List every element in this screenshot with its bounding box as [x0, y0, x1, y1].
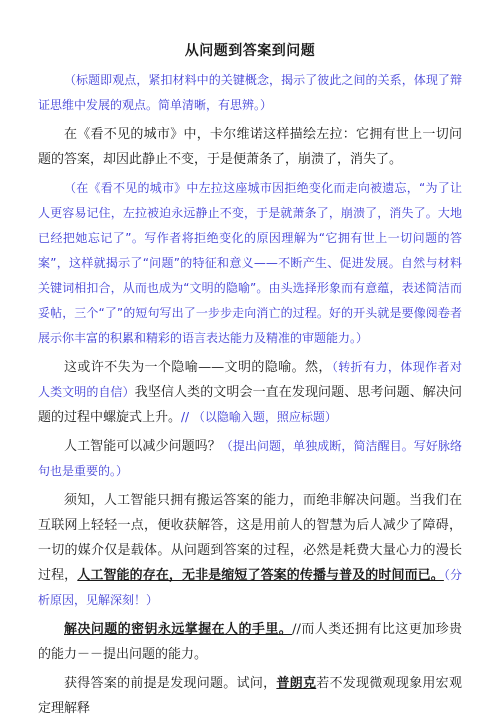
annotation-opening: （在《看不见的城市》中左拉这座城市因拒绝变化而走向被遗忘，“为了让人更容易记住，左拉被迫永远静止不变，于是就萧条了，崩溃了，消失了。大地已经把她忘记了”。写作者将拒绝变化的原因理解为“它拥有世上一切问题的答案”，这样就揭示了“问题”的特征和意义——不断产生、促进发展。自然与材料关键词相扣合，从而也成为“文明的隐喻”。由头选择形象而有意蕴，表述简洁而妥帖，三个“了”的短句写出了一步步走向消亡的过程。好的开头就是要像阅卷者展示你丰富的积累和精彩的语言表达能力及精准的审题能力。）	[38, 181, 462, 345]
paragraph-question	[38, 434, 462, 484]
paragraph-metaphor	[38, 355, 462, 430]
annotation-title: （标题即观点，紧扣材料中的关键概念，揭示了彼此之间的关系，体现了辩证思维中发展的观点。简单清晰，有思辨。）	[38, 73, 462, 112]
paragraph-opening: 在《看不见的城市》中，卡尔维诺这样描绘左拉：它拥有世上一切问题的答案，却因此静止不变，于是便萧条了，崩溃了，消失了。	[38, 127, 462, 167]
paragraph-text: 我坚信人类的文明会一直在发现问题、思考问题、解决问题的过程中螺旋式上升。	[38, 385, 462, 425]
paragraph-planck	[38, 671, 462, 721]
paragraph-text: 若不发现微观现象用宏观定理解释	[38, 676, 462, 716]
paragraph-ai-analysis	[38, 488, 462, 613]
annotation-inline: （提出问题，单独成断，简洁醒目。写好脉络句也是重要的。）	[38, 439, 462, 478]
key-sentence: 解决问题的密钥永远掌握在人的手里。	[64, 622, 293, 637]
paragraph-text: 这或许不失为一个隐喻——文明的隐喻。然，	[64, 360, 332, 375]
paragraph-text: //而人类还拥有比这更加珍贵的能力－－提出问题的能力。	[38, 622, 462, 662]
annotation-inline: （转折有力，体现作者对人类文明的自信）	[38, 360, 462, 399]
paragraph-text: 获得答案的前提是发现问题。试问，	[64, 676, 277, 691]
underlined-name: 普朗克	[276, 676, 317, 691]
annotation-inline: （分析原因，见解深刻！）	[38, 568, 462, 607]
key-sentence: 人工智能的存在，无非是缩短了答案的传播与普及的时间而已。	[77, 568, 444, 583]
paragraph-text: 人工智能可以减少问题吗？	[64, 439, 221, 454]
paragraph-text: 须知，人工智能只拥有搬运答案的能力，而绝非解决问题。当我们在互联网上轻轻一点，便收获解答，这是用前人的智慧为后人减少了障碍，一切的媒介仅是载体。从问题到答案的过程，必然是耗费大量心力的漫长过程，	[38, 493, 462, 583]
page-title: 从问题到答案到问题	[184, 43, 316, 59]
annotation-inline: // （以隐喻入题，照应标题）	[181, 410, 337, 424]
paragraph-key-claim	[38, 617, 462, 667]
